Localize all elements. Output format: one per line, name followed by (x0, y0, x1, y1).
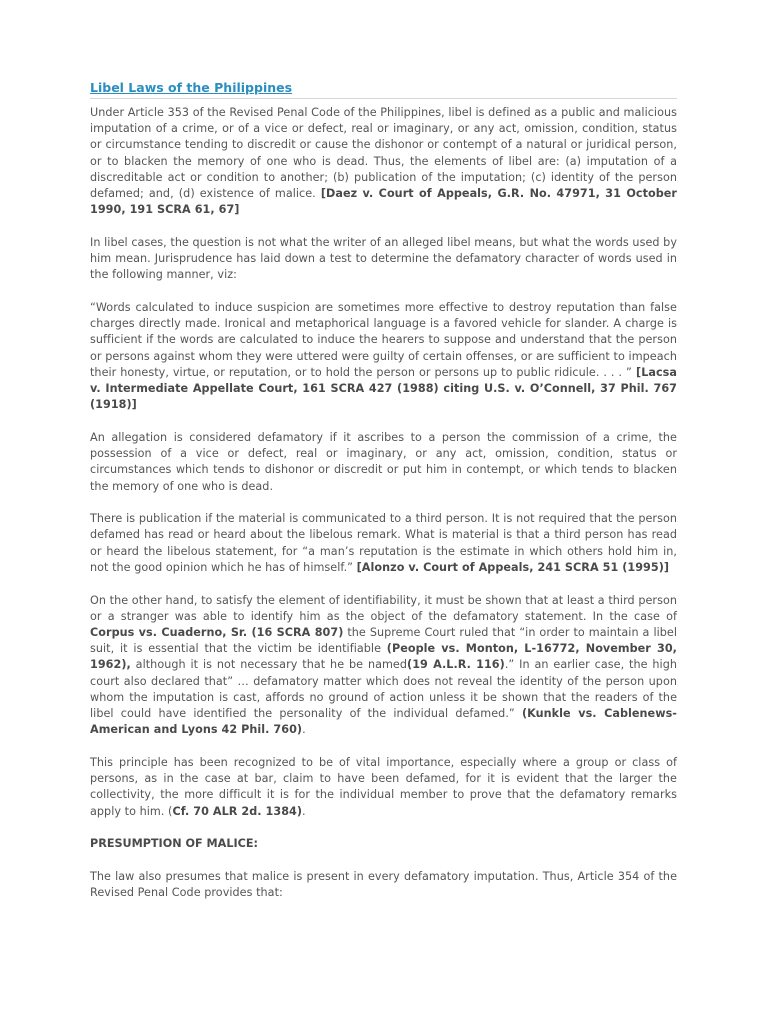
paragraph-text: .” In an earlier case, the high court also declared that” … defamatory matter which does not reveal the identity of the person upon whom the imputation is cast, affords no ground of action unless it be shown that the readers of the libel could have identified the personality of the individual defamed.” (90, 658, 678, 720)
article (90, 80, 677, 918)
paragraph-text: On the other hand, to satisfy the element of identifiability, it must be shown that at least a third person or a stranger was able to identify him as the object of the defamatory statement. In the case of (90, 593, 677, 623)
paragraph-defamatory-allegation: An allegation is considered defamatory if it ascribes to a person the commission of a crime, the possession of a vice or defect, real or imaginary, or any act, omission, condition, status or circumstances which tends to dishonor or discredit or put him in contempt, or which tends to blacken the memory of one who is dead. (90, 430, 677, 493)
quote-text: “Words calculated to induce suspicion are sometimes more effective to destroy reputation than false charges directly made. Ironical and metaphorical language is a favored vehicle for slander. A charge is sufficient if the words are calculated to induce the hearers to suppose and understand that the person or persons against whom they were uttered were guilty of certain offenses, or are sufficient to impeach their honesty, virtue, or reputation, or to hold the person or persons up to public ridicule. . . . ” (90, 301, 677, 379)
paragraph-text: . (302, 723, 306, 737)
citation-corpus: Corpus vs. Cuaderno, Sr. (16 SCRA 807) (90, 625, 344, 639)
title-divider (90, 98, 677, 99)
paragraph-text: There is publication if the material is communicated to a third person. It is not required that the person defamed has read or heard about the libelous remark. What is material is that a third person has read or heard the libelous statement, for “a man’s reputation is the estimate in which others hold him in, not the good opinion which he has of himself.” (90, 512, 677, 574)
paragraph-presumption: The law also presumes that malice is present in every defamatory imputation. Thus, Article 354 of the Revised Penal Code provides that: (90, 869, 677, 899)
paragraph-group-defamation (90, 755, 677, 820)
paragraph-text: Under Article 353 of the Revised Penal Code of the Philippines, libel is defined as a public and malicious imputation of a crime, or of a vice or defect, real or imaginary, or any act, omission, condition, status or circumstance tending to discredit or cause the dishonor or contempt of a natural or juridical person, or to blacken the memory of one who is dead. Thus, the elements of libel are: (a) imputation of a discreditable act or condition to another; (b) publication of the imputation; (c) identity of the person defamed; and, (d) existence of malice. (90, 106, 677, 201)
citation-monton: (People vs. Monton, L-16772, November 30, 1962), (90, 642, 677, 672)
paragraph-libel-definition (90, 105, 677, 218)
paragraph-identifiability (90, 593, 677, 739)
paragraph-quote (90, 300, 677, 413)
article-title[interactable]: Libel Laws of the Philippines (90, 80, 293, 95)
citation-kunkle: (Kunkle vs. Cablenews-American and Lyons 42 Phil. 760) (90, 707, 677, 737)
section-heading-presumption-of-malice: PRESUMPTION OF MALICE: (90, 837, 258, 851)
paragraph-text: This principle has been recognized to be of vital importance, especially where a group or class of persons, as in the case at bar, claim to have been defamed, for it is evident that the larger the collectivity, the more difficult it is for the individual member to prove that the defamatory remarks apply to him. ( (90, 755, 677, 818)
citation-daez: [Daez v. Court of Appeals, G.R. No. 47971, 31 October 1990, 191 SCRA 61, 67] (90, 187, 677, 217)
paragraph-text: . (302, 804, 306, 818)
paragraph-text: although it is not necessary that he be named (130, 658, 408, 672)
citation-alr: (19 A.L.R. 116) (407, 658, 505, 672)
citation-alr-2d: Cf. 70 ALR 2d. 1384) (172, 804, 303, 818)
paragraph-text: the Supreme Court ruled that “in order to maintain a libel suit, it is essential that the victim be identifiable (90, 625, 677, 656)
citation-lacsa: [Lacsa v. Intermediate Appellate Court, 161 SCRA 427 (1988) citing U.S. v. O’Connell, 37 Phil. 767 (1918)] (90, 365, 677, 412)
citation-alonzo: [Alonzo v. Court of Appeals, 241 SCRA 51 (1995)] (356, 560, 670, 574)
paragraph-libel-test: In libel cases, the question is not what the writer of an alleged libel means, but what the words used by him mean. Jurisprudence has laid down a test to determine the defamatory character of words used in the following manner, viz: (90, 235, 677, 282)
paragraph-publication (90, 511, 677, 576)
